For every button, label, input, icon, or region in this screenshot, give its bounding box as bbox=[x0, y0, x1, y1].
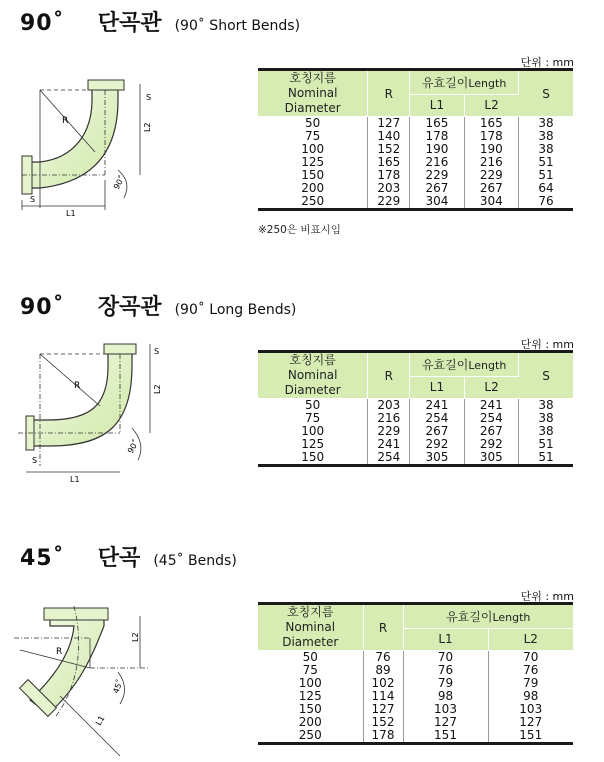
long-bend-angle-label: 90˚ bbox=[125, 438, 141, 455]
table-cell: 100 bbox=[258, 677, 363, 690]
table-cell: 241 bbox=[368, 438, 410, 451]
nominal-en: Nominal Diameter bbox=[282, 620, 339, 649]
table-cell: 305 bbox=[410, 451, 464, 466]
table-cell: 178 bbox=[410, 130, 464, 143]
section2-title-kr: 장곡관 bbox=[97, 295, 162, 320]
table-cell: 190 bbox=[464, 143, 518, 156]
table-cell: 304 bbox=[410, 195, 464, 210]
table-cell: 267 bbox=[410, 182, 464, 195]
col-r: R bbox=[363, 604, 403, 651]
table-cell: 229 bbox=[410, 169, 464, 182]
45-bend-diagram bbox=[0, 596, 170, 762]
table-cell: 50 bbox=[258, 651, 363, 665]
section3-unit-label: 단위 : mm bbox=[520, 590, 574, 603]
table-cell: 102 bbox=[363, 677, 403, 690]
table-cell: 304 bbox=[464, 195, 518, 210]
table-cell: 100 bbox=[258, 143, 368, 156]
table-cell: 150 bbox=[258, 451, 368, 466]
table-cell: 229 bbox=[368, 425, 410, 438]
table-cell: 152 bbox=[363, 716, 403, 729]
col-l2: L2 bbox=[488, 628, 573, 650]
col-r: R bbox=[368, 352, 410, 399]
table-cell: 64 bbox=[538, 181, 554, 195]
table-cell: 103 bbox=[403, 703, 488, 716]
table-cell: 140 bbox=[368, 130, 410, 143]
table-cell: 38 bbox=[538, 411, 554, 425]
table-cell: 292 bbox=[464, 438, 518, 451]
table-cell: 89 bbox=[363, 664, 403, 677]
table-cell: 203 bbox=[368, 399, 410, 413]
table-row bbox=[258, 399, 573, 413]
table-cell: 51 bbox=[538, 168, 554, 182]
table-cell: 76 bbox=[523, 663, 539, 677]
45-bends-table bbox=[258, 602, 573, 745]
length-kr: 유효길이 bbox=[421, 75, 469, 90]
table-row bbox=[258, 195, 573, 210]
table-cell: 150 bbox=[258, 169, 368, 182]
short-bend-s-label-bottom: S bbox=[30, 195, 36, 204]
long-bend-l1-label: L1 bbox=[70, 475, 80, 484]
long-bend-l2-label: L2 bbox=[153, 384, 162, 394]
long-bend-diagram bbox=[0, 336, 170, 486]
table-cell: 127 bbox=[519, 715, 543, 729]
45-bend-l1-label: L1 bbox=[93, 714, 107, 727]
table-cell: 76 bbox=[519, 195, 573, 210]
col-s: S bbox=[519, 352, 573, 399]
table-cell: 151 bbox=[403, 729, 488, 744]
table-cell: 150 bbox=[258, 703, 363, 716]
short-bend-s-label-top: S bbox=[146, 93, 152, 102]
col-nominal-diameter bbox=[258, 604, 363, 651]
col-nominal-diameter bbox=[258, 70, 368, 117]
section1-heading bbox=[20, 6, 300, 37]
section1-unit-label: 단위 : mm bbox=[520, 56, 574, 69]
length-en: Length bbox=[468, 76, 507, 90]
table-cell: 254 bbox=[410, 412, 464, 425]
section1-degree: 90˚ bbox=[20, 11, 65, 36]
45-bend-angle-label: 45˚ bbox=[111, 678, 125, 695]
col-length bbox=[410, 352, 519, 377]
col-l2: L2 bbox=[464, 376, 518, 398]
table-cell: 152 bbox=[368, 143, 410, 156]
long-bends-table bbox=[258, 350, 573, 467]
table-cell: 70 bbox=[523, 650, 539, 664]
table-cell: 267 bbox=[464, 425, 518, 438]
short-bend-l2-label: L2 bbox=[143, 122, 152, 132]
table-cell: 250 bbox=[258, 195, 368, 210]
table-cell: 100 bbox=[258, 425, 368, 438]
section3-title-kr: 단곡 bbox=[97, 546, 141, 571]
45-bend-r-label: R bbox=[56, 647, 63, 657]
col-r: R bbox=[368, 70, 410, 117]
table-cell: 165 bbox=[368, 156, 410, 169]
short-bend-r-label: R bbox=[62, 116, 69, 126]
table-cell: 51 bbox=[519, 451, 573, 466]
table-cell: 203 bbox=[368, 182, 410, 195]
section2-title-en: (90˚ Long Bends) bbox=[174, 302, 297, 318]
section1-title-en: (90˚ Short Bends) bbox=[174, 18, 301, 34]
table-cell: 241 bbox=[464, 399, 518, 413]
table-row bbox=[258, 117, 573, 131]
col-length bbox=[410, 70, 519, 95]
section2-heading bbox=[20, 290, 296, 321]
table-cell: 267 bbox=[410, 425, 464, 438]
table-cell: 178 bbox=[363, 729, 403, 744]
table-cell: 305 bbox=[464, 451, 518, 466]
table-cell: 75 bbox=[258, 664, 363, 677]
table-cell: 178 bbox=[464, 130, 518, 143]
long-bend-r-label: R bbox=[74, 381, 81, 391]
short-bends-table bbox=[258, 68, 573, 211]
table-cell: 50 bbox=[258, 117, 368, 131]
table-cell: 50 bbox=[258, 399, 368, 413]
table-cell: 125 bbox=[258, 438, 368, 451]
section1-title-kr: 단곡관 bbox=[97, 11, 162, 36]
table-cell: 229 bbox=[464, 169, 518, 182]
col-nominal-diameter bbox=[258, 352, 368, 399]
table-cell: 216 bbox=[410, 156, 464, 169]
table-cell: 267 bbox=[464, 182, 518, 195]
section3-degree: 45˚ bbox=[20, 546, 65, 571]
table-row bbox=[258, 651, 573, 665]
col-l1: L1 bbox=[410, 94, 464, 116]
nominal-kr: 호칭지름 bbox=[289, 353, 336, 367]
table-row bbox=[258, 451, 573, 466]
nominal-en: Nominal Diameter bbox=[284, 86, 341, 115]
nominal-kr: 호칭지름 bbox=[287, 605, 334, 619]
table-cell: 165 bbox=[410, 117, 464, 131]
table-cell: 292 bbox=[410, 438, 464, 451]
table-cell: 178 bbox=[368, 169, 410, 182]
table-cell: 125 bbox=[258, 690, 363, 703]
table-cell: 127 bbox=[368, 117, 410, 131]
col-l1: L1 bbox=[403, 628, 488, 650]
table-cell: 75 bbox=[258, 130, 368, 143]
45-bend-l2-label: L2 bbox=[131, 632, 140, 642]
col-length bbox=[403, 604, 573, 629]
table-cell: 190 bbox=[410, 143, 464, 156]
length-kr: 유효길이 bbox=[446, 609, 493, 624]
col-l1: L1 bbox=[410, 376, 464, 398]
table-cell: 250 bbox=[258, 729, 363, 744]
table-cell: 75 bbox=[258, 412, 368, 425]
length-kr: 유효길이 bbox=[421, 357, 469, 372]
table-cell: 127 bbox=[403, 716, 488, 729]
table-cell: 51 bbox=[538, 437, 554, 451]
table-cell: 114 bbox=[363, 690, 403, 703]
long-bend-s-label-bottom: S bbox=[32, 456, 38, 465]
table-cell: 38 bbox=[538, 398, 554, 412]
table-cell: 200 bbox=[258, 182, 368, 195]
table-cell: 254 bbox=[368, 451, 410, 466]
table-cell: 216 bbox=[368, 412, 410, 425]
table-cell: 125 bbox=[258, 156, 368, 169]
table-cell: 76 bbox=[403, 664, 488, 677]
section2-degree: 90˚ bbox=[20, 295, 65, 320]
table-cell: 103 bbox=[519, 702, 543, 716]
long-bend-s-label-top: S bbox=[154, 347, 160, 356]
col-s: S bbox=[519, 70, 573, 117]
nominal-en: Nominal Diameter bbox=[284, 368, 341, 397]
table-cell: 98 bbox=[523, 689, 539, 703]
table-cell: 79 bbox=[403, 677, 488, 690]
nominal-kr: 호칭지름 bbox=[289, 71, 336, 85]
table-row bbox=[258, 729, 573, 744]
table-cell: 38 bbox=[538, 424, 554, 438]
table-cell: 38 bbox=[538, 129, 554, 143]
table-cell: 216 bbox=[464, 156, 518, 169]
table-cell: 151 bbox=[488, 729, 573, 744]
table-cell: 127 bbox=[363, 703, 403, 716]
short-bend-angle-label: 90˚ bbox=[111, 174, 127, 191]
table-cell: 79 bbox=[523, 676, 539, 690]
table-cell: 200 bbox=[258, 716, 363, 729]
length-en: Length bbox=[492, 610, 531, 624]
short-bend-diagram bbox=[0, 70, 170, 220]
section3-title-en: (45˚ Bends) bbox=[153, 553, 237, 569]
short-bend-l1-label: L1 bbox=[66, 209, 76, 218]
col-l2: L2 bbox=[464, 94, 518, 116]
section2-unit-label: 단위 : mm bbox=[520, 338, 574, 351]
table-cell: 38 bbox=[538, 142, 554, 156]
table-cell: 38 bbox=[538, 116, 554, 130]
length-en: Length bbox=[468, 358, 507, 372]
table-cell: 98 bbox=[403, 690, 488, 703]
table-cell: 254 bbox=[464, 412, 518, 425]
section1-note: ※250은 비표시임 bbox=[258, 224, 341, 236]
table-cell: 241 bbox=[410, 399, 464, 413]
table-cell: 76 bbox=[363, 651, 403, 665]
table-cell: 165 bbox=[464, 117, 518, 131]
table-cell: 229 bbox=[368, 195, 410, 210]
table-cell: 51 bbox=[538, 155, 554, 169]
table-cell: 70 bbox=[403, 651, 488, 665]
section3-heading bbox=[20, 541, 237, 572]
